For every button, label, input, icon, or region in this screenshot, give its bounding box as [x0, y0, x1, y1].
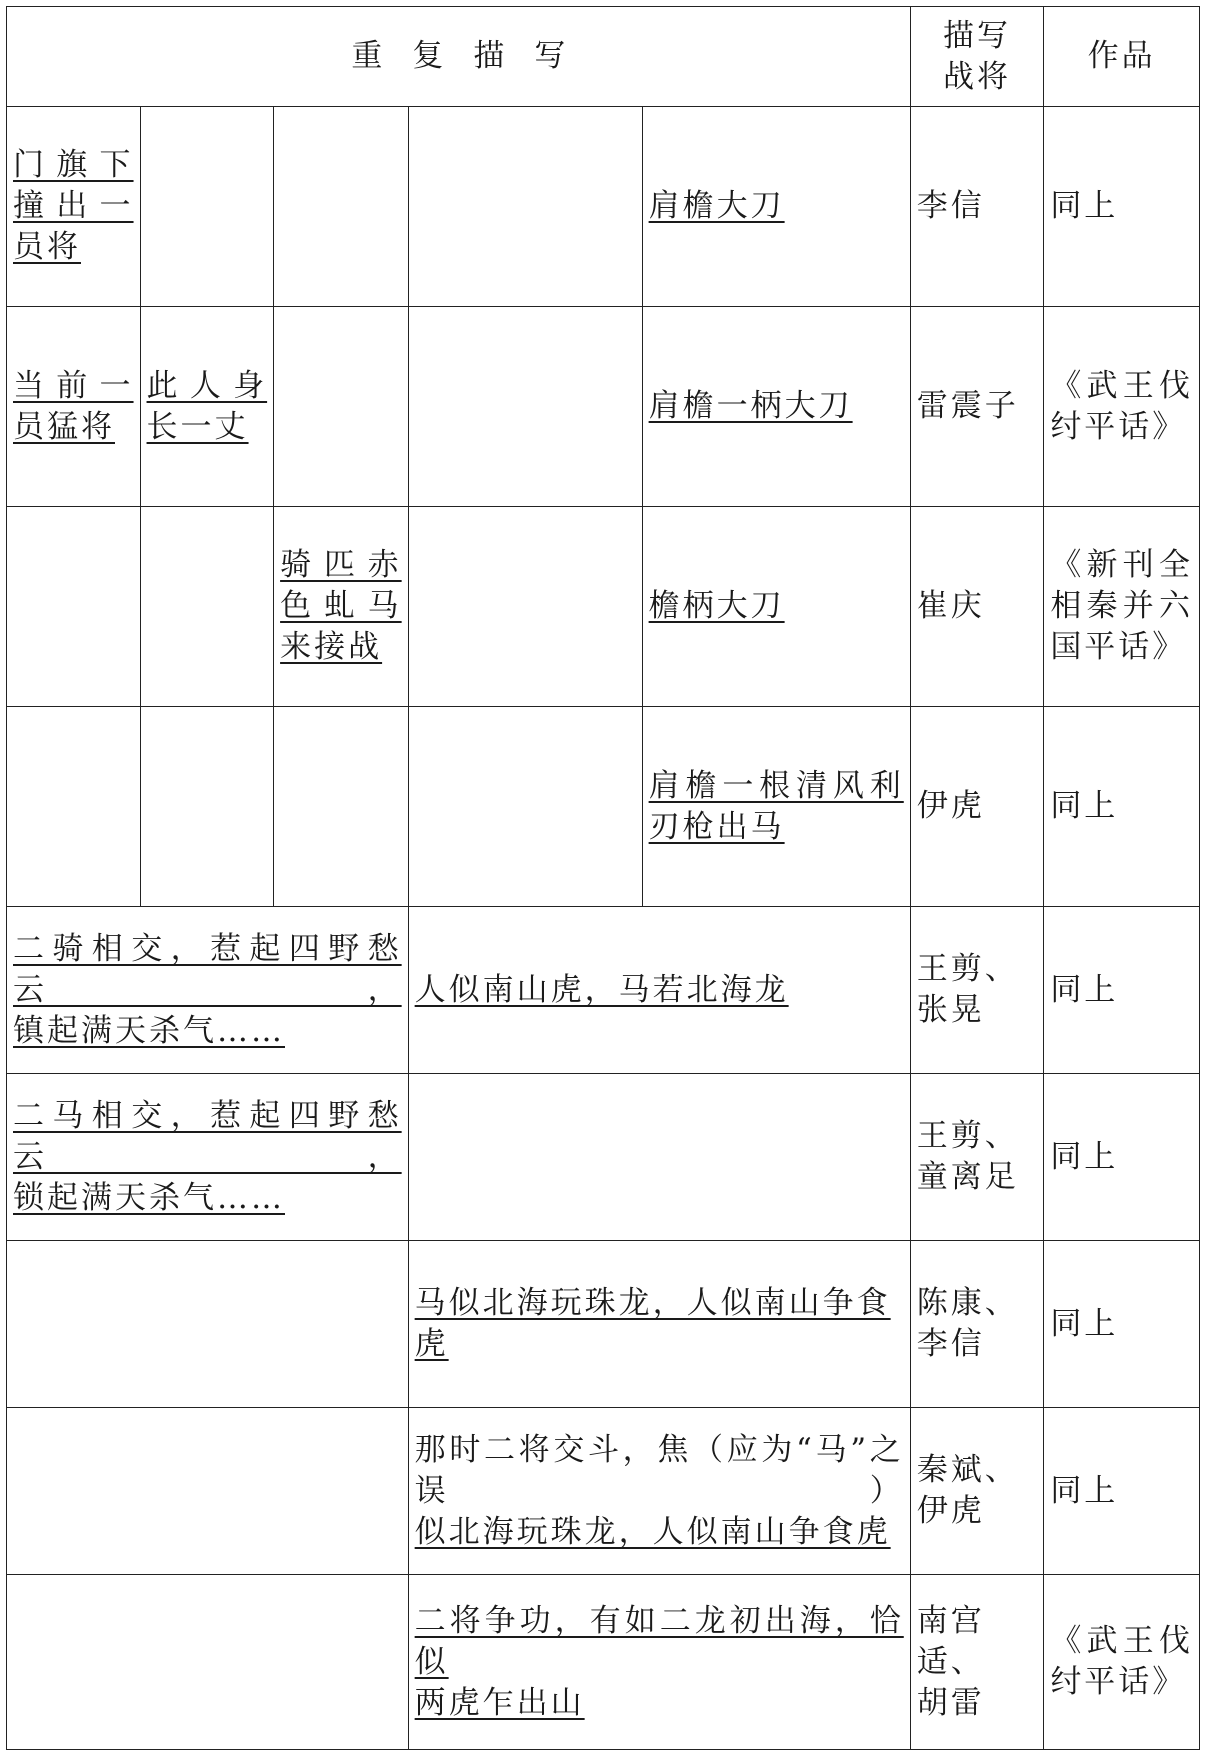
cell-right: [408, 1074, 910, 1241]
cell-col5: [642, 507, 910, 707]
work-title: 国平话》: [1050, 629, 1187, 665]
work-title: 同上: [1050, 1472, 1119, 1509]
cell-col5: [642, 307, 910, 507]
cell-work: [1044, 907, 1200, 1074]
work-title: 同上: [1050, 1138, 1119, 1175]
cell-col4: [408, 507, 642, 707]
general-name: 雷震子: [916, 388, 1019, 424]
cell-text: 二骑相交，惹起四野愁云，: [13, 930, 402, 1008]
cell-right: [408, 1241, 910, 1408]
cell-general: [910, 1408, 1044, 1575]
cell-text: 肩檐大刀: [648, 188, 785, 224]
cell-left: [7, 1241, 409, 1408]
cell-work: [1044, 507, 1200, 707]
cell-text: 刃枪出马: [648, 808, 785, 845]
cell-text: 骑匹赤: [280, 547, 402, 583]
table-row: [7, 107, 1200, 307]
cell-col4: [408, 307, 642, 507]
cell-col1: [7, 507, 141, 707]
work-title: 同上: [1050, 188, 1119, 224]
cell-work: [1044, 1074, 1200, 1241]
cell-general: [910, 107, 1044, 307]
header-repeat-desc-text: 重复描写: [351, 38, 596, 74]
cell-text: 两虎乍出山: [414, 1684, 585, 1721]
header-general-line2: 战将: [943, 58, 1012, 95]
work-title: 《武王伐: [1050, 367, 1193, 404]
cell-col1: [7, 707, 141, 907]
cell-work: [1044, 307, 1200, 507]
cell-text: 长一丈: [146, 408, 249, 445]
general-name: 南宫适、: [916, 1602, 985, 1680]
general-name: 伊虎: [916, 1493, 985, 1529]
cell-col5: [642, 107, 910, 307]
cell-general: [910, 707, 1044, 907]
cell-text: 员将: [13, 229, 81, 265]
cell-col1: [7, 307, 141, 507]
cell-text: 来接战: [280, 629, 383, 665]
general-name: 王剪、: [916, 951, 1019, 987]
cell-text: 镇起满天杀气……: [13, 1012, 285, 1049]
cell-text: 那时二将交斗，焦（应为“马”之误）: [414, 1431, 904, 1509]
cell-text: 撞出一: [13, 188, 134, 224]
cell-col2: [140, 107, 274, 307]
cell-text: 此人身: [146, 367, 268, 404]
cell-work: [1044, 1575, 1200, 1750]
general-name: 秦斌、: [916, 1452, 1019, 1488]
table-row: [7, 907, 1200, 1074]
work-title: 相秦并六: [1050, 588, 1193, 624]
cell-work: [1044, 1408, 1200, 1575]
cell-col3: [274, 707, 409, 907]
cell-col1: [7, 107, 141, 307]
header-general: [910, 7, 1044, 107]
cell-text: 员猛将: [13, 408, 115, 445]
general-name: 胡雷: [916, 1684, 985, 1721]
cell-left: [7, 1408, 409, 1575]
cell-text: 锁起满天杀气……: [13, 1179, 285, 1216]
cell-general: [910, 1575, 1044, 1750]
header-repeat-desc: [7, 7, 911, 107]
cell-general: [910, 307, 1044, 507]
cell-text: 似北海玩珠龙，人似南山争食虎: [414, 1513, 891, 1550]
cell-general: [910, 907, 1044, 1074]
general-name: 伊虎: [916, 788, 985, 824]
work-title: 纣平话》: [1050, 408, 1187, 445]
general-name: 李信: [916, 188, 985, 224]
cell-col2: [140, 707, 274, 907]
cell-col5: [642, 707, 910, 907]
cell-text: 二将争功，有如二龙初出海，恰似: [414, 1602, 904, 1680]
table-row: [7, 1074, 1200, 1241]
header-work: [1044, 7, 1200, 107]
cell-text: 人似南山虎，马若北海龙: [414, 971, 789, 1008]
table-row: [7, 307, 1200, 507]
cell-col3: [274, 107, 409, 307]
cell-col2: [140, 307, 274, 507]
table-row: [7, 1575, 1200, 1750]
general-name: 王剪、: [916, 1118, 1019, 1154]
cell-col3: [274, 307, 409, 507]
table-row: [7, 1241, 1200, 1408]
cell-text: 马似北海玩珠龙，人似南山争食虎: [414, 1285, 891, 1362]
work-title: 同上: [1050, 971, 1119, 1008]
work-title: 同上: [1050, 788, 1119, 824]
cell-col4: [408, 707, 642, 907]
general-name: 童离足: [916, 1159, 1019, 1195]
cell-col4: [408, 107, 642, 307]
work-title: 《武王伐: [1050, 1623, 1193, 1659]
general-name: 李信: [916, 1326, 985, 1362]
cell-text: 门旗下: [13, 147, 134, 183]
cell-general: [910, 1241, 1044, 1408]
table-row: [7, 707, 1200, 907]
header-work-text: 作品: [1087, 38, 1156, 74]
cell-work: [1044, 707, 1200, 907]
cell-col3: [274, 507, 409, 707]
cell-text: 肩檐一柄大刀: [648, 388, 853, 424]
cell-work: [1044, 107, 1200, 307]
cell-work: [1044, 1241, 1200, 1408]
cell-left: [7, 1575, 409, 1750]
comparison-table: [6, 6, 1200, 1750]
header-row: [7, 7, 1200, 107]
cell-right: [408, 907, 910, 1074]
header-general-line1: 描写: [943, 17, 1012, 54]
table-row: [7, 1408, 1200, 1575]
cell-general: [910, 507, 1044, 707]
cell-left: [7, 907, 409, 1074]
work-title: 纣平话》: [1050, 1664, 1187, 1700]
cell-col2: [140, 507, 274, 707]
cell-text: 当前一: [13, 367, 134, 404]
cell-text: 檐柄大刀: [648, 588, 785, 624]
cell-left: [7, 1074, 409, 1241]
work-title: 同上: [1050, 1305, 1119, 1342]
cell-general: [910, 1074, 1044, 1241]
cell-text: 二马相交，惹起四野愁云，: [13, 1097, 402, 1175]
general-name: 张晃: [916, 992, 985, 1028]
work-title: 《新刊全: [1050, 547, 1193, 583]
cell-right: [408, 1408, 910, 1575]
table-row: [7, 507, 1200, 707]
cell-text: 色虬马: [280, 588, 402, 624]
general-name: 崔庆: [916, 588, 985, 624]
cell-right: [408, 1575, 910, 1750]
general-name: 陈康、: [916, 1285, 1019, 1321]
cell-text: 肩檐一根清风利: [648, 767, 904, 804]
